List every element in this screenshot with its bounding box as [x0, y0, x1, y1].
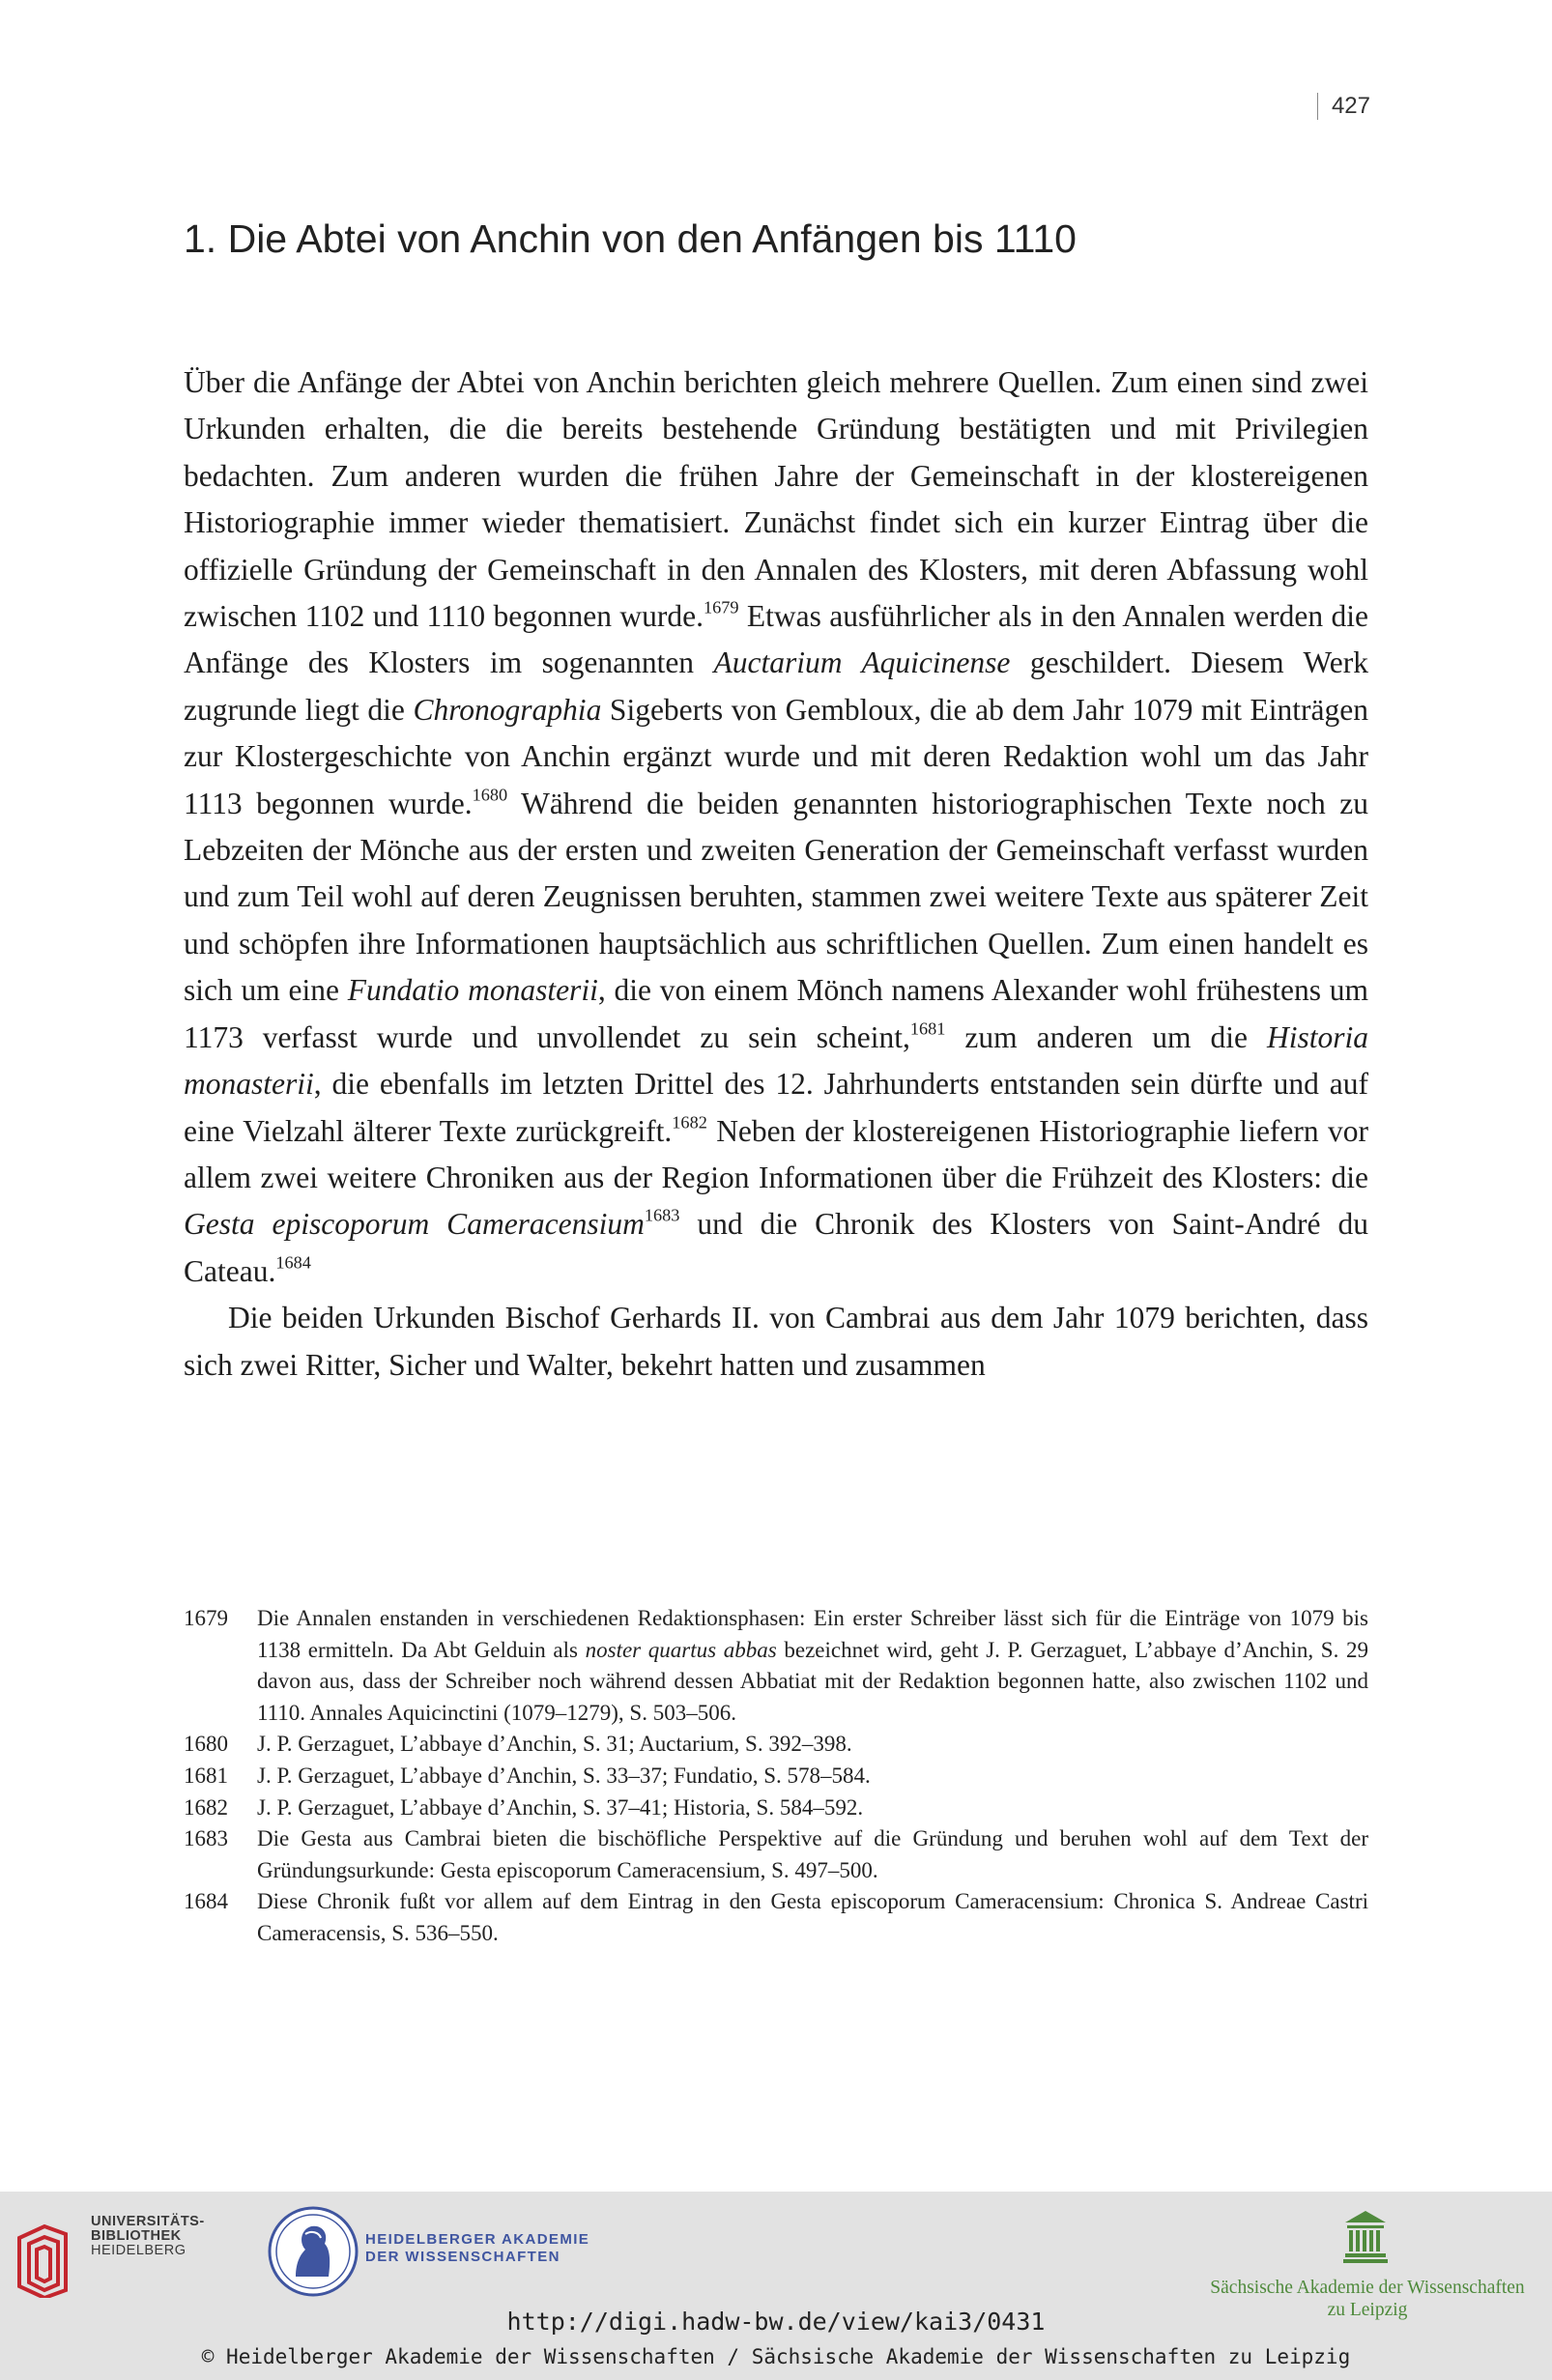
ub-heidelberg-wordmark: UNIVERSITÄTS- BIBLIOTHEK HEIDELBERG [91, 2214, 205, 2258]
paragraph-1: Über die Anfänge der Abtei von Anchin berichten gleich mehrere Quellen. Zum einen sind zwei Urkunden erhalten, die die bereits bestehende Gründung bestätigten und mit Privilegien bedachten. Zum anderen wurden die frühen Jahre der Gemeinschaft in der klostereigenen Historiographie immer wieder thematisiert. Zunächst findet sich ein kurzer Eintrag über die offizielle Gründung der Gemeinschaft in den Annalen des Klosters, mit deren Abfassung wohl zwischen 1102 und 1110 begonnen wurde.$^{1679}$ Etwas ausführlicher als in den Annalen werden die Anfänge des Klosters im sogenannten Auctarium Aquicinense geschildert. Diesem Werk zugrunde liegt die Chronographia Sigeberts von Gembloux, die ab dem Jahr 1079 mit Einträgen zur Klostergeschichte von Anchin ergänzt wurde und mit deren Redaktion wohl um das Jahr 1113 begonnen wurde.$^{1680}$ Während die beiden genannten historiographischen Texte noch zu Lebzeiten der Mönche aus der ersten und zweiten Generation der Gemeinschaft verfasst wurden und zum Teil wohl auf deren Zeugnissen beruhten, stammen zwei weitere Texte aus späterer Zeit und schöpfen ihre Informationen hauptsächlich aus schriftlichen Quellen. Zum einen handelt es sich um eine Fundatio monasterii, die von einem Mönch namens Alexander wohl frühestens um 1173 verfasst wurde und unvollendet zu sein scheint,$^{1681}$ zum anderen um die Historia monasterii, die ebenfalls im letzten Drittel des 12. Jahrhunderts entstanden sein dürfte und auf eine Vielzahl älterer Texte zurückgreift.$^{1682}$ Neben der klostereigenen Historiographie liefern vor allem zwei weitere Chroniken aus der Region Informationen über die Frühzeit des Klosters: die Gesta episcoporum Cameracensium$^{1683}$ und die Chronik des Klosters von Saint-André du Cateau.$^{1684}$ [184, 365, 1369, 1288]
hadw-wordmark: HEIDELBERGER AKADEMIE DER WISSENSCHAFTEN [365, 2231, 590, 2265]
footnote-text: J. P. Gerzaguet, L’abbaye d’Anchin, S. 33–37; Fundatio, S. 578–584. [257, 1763, 871, 1788]
footnote-number: 1679 [184, 1606, 228, 1630]
footnote [184, 1761, 1368, 1792]
body-text [184, 359, 1368, 1389]
footnotes [184, 1603, 1368, 1950]
saw-wordmark: Sächsische Akademie der Wissenschaften zu Leipzig [1210, 2278, 1525, 2320]
italic-title: Auctarium Aquicinense [713, 645, 1011, 680]
permalink-url[interactable]: http://digi.hadw-bw.de/view/kai3/0431 [506, 2308, 1046, 2336]
footnote [184, 1886, 1368, 1949]
footnote-ref[interactable]: 1682 [672, 1111, 707, 1132]
footnote [184, 1792, 1368, 1824]
italic-title: Chronographia [413, 692, 602, 727]
italic-title: Fundatio monasterii [347, 973, 598, 1008]
footnote-number: 1682 [184, 1794, 228, 1820]
italic-title: Gesta episcoporum Cameracensium [184, 1207, 645, 1242]
footnote-text: Die Gesta aus Cambrai bieten die bischöfliche Perspektive auf die Gründung und beruhen wohl auf dem Text der Gründungsurkunde: Gesta episcoporum Cameracensium, S. 497–500. [257, 1826, 1368, 1882]
paragraph-2: Die beiden Urkunden Bischof Gerhards II. von Cambrai aus dem Jahr 1079 berichten, dass sich zwei Ritter, Sicher und Walter, bekehrt hatten und zusammen [184, 1301, 1368, 1382]
page-number: 427 [1317, 93, 1370, 120]
footnote-number: 1681 [184, 1763, 228, 1788]
hadw-seal-icon[interactable] [267, 2205, 359, 2298]
italic-title: Historia monasterii [184, 1019, 1368, 1102]
footnote-ref[interactable]: 1683 [644, 1205, 680, 1225]
footnote-text: J. P. Gerzaguet, L’abbaye d’Anchin, S. 37–41; Historia, S. 584–592. [257, 1794, 864, 1820]
saw-building-logo-icon[interactable] [1343, 2209, 1388, 2263]
footer-bar [0, 2192, 1552, 2380]
footnote-ref[interactable]: 1680 [472, 784, 508, 804]
footnote-number: 1680 [184, 1732, 228, 1757]
footnote [184, 1603, 1368, 1729]
footnote-text: Diese Chronik fußt vor allem auf dem Eintrag in den Gesta episcoporum Cameracensium: Chronica S. Andreae Castri Cameracensis, S. 536–550. [257, 1889, 1368, 1945]
footnote-ref[interactable]: 1679 [704, 597, 739, 617]
footnote [184, 1823, 1368, 1886]
chapter-title: 1. Die Abtei von Anchin von den Anfängen bis 1110 [184, 216, 1077, 261]
footnote-text: Die Annalen enstanden in verschiedenen Redaktionsphasen: Ein erster Schreiber lässt sich für die Einträge von 1079 bis 1138 ermitteln. Da Abt Gelduin als noster quartus abbas bezeichnet wird, geht J. P. Gerzaguet, L’abbaye d’Anchin, S. 29 davon aus, dass der Schreiber noch während dessen Abbatiat mit der Redaktion begonnen hatte, also zwischen 1102 und 1110. Annales Aquicinctini (1079–1279), S. 503–506. [257, 1606, 1369, 1725]
footnote-number: 1684 [184, 1889, 228, 1914]
footnote-number: 1683 [184, 1826, 228, 1851]
footnote-ref[interactable]: 1684 [275, 1252, 311, 1273]
footnote-ref[interactable]: 1681 [909, 1018, 946, 1038]
copyright-notice: © Heidelberger Akademie der Wissenschaften / Sächsische Akademie der Wissenschaften zu Leipzig [201, 2345, 1351, 2368]
footnote [184, 1729, 1368, 1761]
footnote-text: J. P. Gerzaguet, L’abbaye d’Anchin, S. 31; Auctarium, S. 392–398. [257, 1732, 852, 1757]
